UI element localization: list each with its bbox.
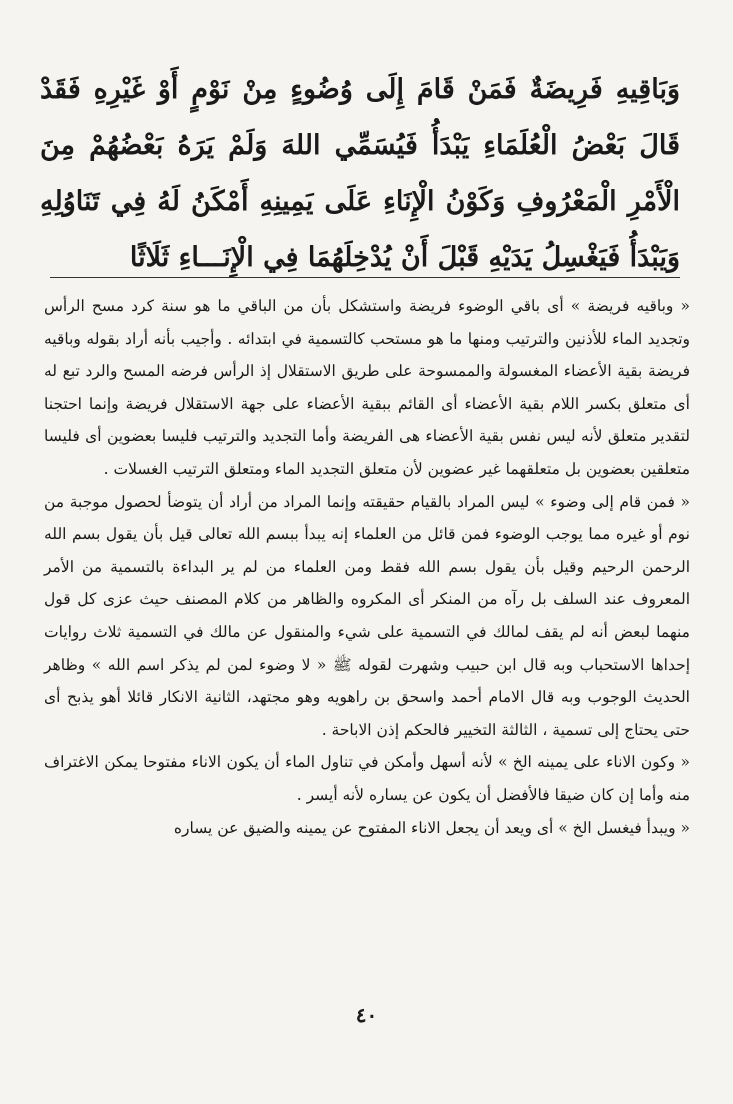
page-number: ٤٠ — [355, 1003, 378, 1027]
matn-paragraph: وَبَاقِيهِ فَرِيضَةٌ فَمَنْ قَامَ إِلَى وُضُوءٍ مِنْ نَوْمٍ أَوْ غَيْرِهِ فَقَدْ قَالَ بَعْضُ الْعُلَمَاءِ يَبْدَأُ فَيُسَمِّي اللهَ وَلَمْ يَرَهُ بَعْضُهُمْ مِنَ الْأَمْرِ الْمَعْرُوفِ وَكَوْنُ الْإِنَاءِ عَلَى يَمِينِهِ أَمْكَنُ لَهُ فِي تَنَاوُلِهِ وَيَبْدَأُ فَيَغْسِلُ يَدَيْهِ قَبْلَ أَنْ يُدْخِلَهُمَا فِي الْإِنَـــاءِ ثَلَاثًا — [40, 74, 680, 273]
commentary-paragraph-2: « فمن قام إلى وضوء » ليس المراد بالقيام حقيقته وإنما المراد من أراد أن يتوضأ لحصول موجبة من نوم أو غيره مما يوجب الوضوء فمن قائل من العلماء إنه يبدأ ببسم الله تعالى قيل بأن يقول بسم الله الرحمن الرحيم وقيل بأن يقول بسم الله فقط ومن العلماء من لم ير البداءة بالتسمية من الأمر المعروف عند السلف بل رآه من المنكر أى المكروه والظاهر من كلام المصنف حيث عزى كل قول منهما لبعض أنه لم يقف لمالك في التسمية على شيء والمنقول عن مالك في التسمية ثلاث روايات إحداها الاستحباب وبه قال ابن حبيب وشهرت لقوله ﷺ « لا وضوء لمن لم يذكر اسم الله » وظاهر الحديث الوجوب وبه قال الامام أحمد واسحق بن راهويه وهو مجتهد، الثانية الانكار قائلا أهو يذبح أى حتى يحتاج إلى تسمية ، الثالثة التخيير فالحكم إذن الاباحة . — [44, 492, 690, 739]
separator-rule — [50, 277, 680, 278]
commentary-paragraph-3: « وكون الاناء على يمينه الخ » لأنه أسهل وأمكن في تناول الماء أن يكون الاناء مفتوحا يمكن الاغتراف منه وأما إن كان ضيقا فالأفضل أن يكون عن يساره لأنه أيسر . — [44, 753, 690, 804]
commentary-paragraph-1: « وباقيه فريضة » أى باقي الوضوء فريضة واستشكل بأن من الباقي ما هو سنة كرد مسح الرأس وتجديد الماء للأذنين والترتيب ومنها ما هو مستحب كالتسمية في ابتدائه . وأجيب بأنه أراد بقوله وباقيه فريضة بقية الأعضاء المغسولة والممسوحة على طريق الاستقلال إذ الرأس فرضه المسح والرد تبع له أى متعلق بكسر اللام بقية الأعضاء أى القائم ببقية الأعضاء على جهة الاستقلال فريضة وإنما احتجنا لتقدير متعلق لأنه ليس نفس بقية الأعضاء هى الفريضة وأما التجديد والترتيب فليسا بعضوين أى فليسا متعلقين بعضوين بل متعلقهما غير عضوين لأن متعلق التجديد الماء ومتعلق الترتيب الغسلات . — [44, 297, 690, 478]
commentary-block — [44, 290, 690, 844]
matn-text-block — [40, 62, 680, 286]
commentary-paragraph-4: « ويبدأ فيغسل الخ » أى ويعد أن يجعل الاناء المفتوح عن يمينه والضيق عن يساره — [173, 818, 690, 837]
